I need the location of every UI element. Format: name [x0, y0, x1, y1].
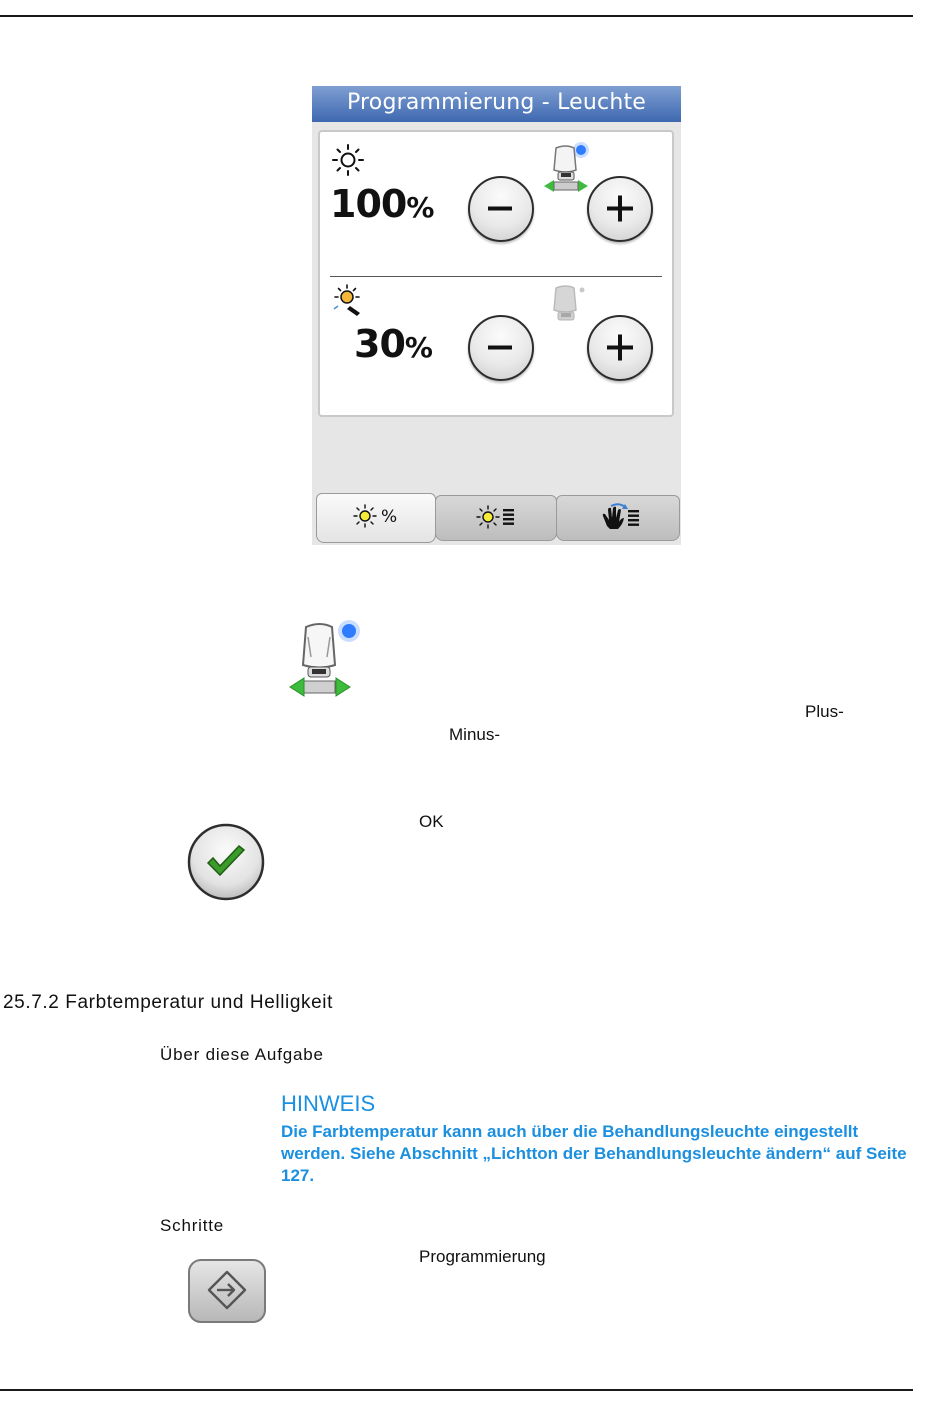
row-divider	[330, 276, 662, 277]
tab-gesture-list[interactable]	[556, 495, 680, 541]
sun-icon	[330, 142, 366, 178]
bottom-rule	[0, 1389, 913, 1391]
programming-label: Programmierung	[419, 1247, 546, 1266]
screen-title: Programmierung - Leuchte	[312, 86, 681, 122]
lamp-active-icon	[542, 142, 594, 200]
colortemp-minus-button[interactable]	[468, 315, 534, 381]
sun-wand-icon	[330, 282, 366, 318]
brightness-plus-button[interactable]	[587, 176, 653, 242]
light-programming-screen	[312, 86, 681, 545]
about-task-heading: Über diese Aufgabe	[160, 1045, 324, 1064]
sun-percent-icon	[317, 494, 437, 544]
tab-brightness-label: %	[381, 507, 398, 527]
minus-icon	[470, 178, 532, 240]
settings-panel	[318, 130, 674, 417]
tab-brightness-percent[interactable]	[316, 493, 436, 543]
note-title: HINWEIS	[281, 1091, 376, 1116]
sun-list-icon	[436, 496, 558, 542]
hand-list-icon	[557, 496, 681, 542]
plus-icon	[589, 178, 651, 240]
minus-icon	[470, 317, 532, 379]
tab-bar	[312, 489, 681, 545]
colortemp-plus-button[interactable]	[587, 315, 653, 381]
plus-icon	[589, 317, 651, 379]
top-rule	[0, 15, 913, 17]
brightness-value: 100%	[330, 182, 434, 226]
steps-heading: Schritte	[160, 1216, 225, 1235]
lamp-active-icon	[286, 615, 366, 705]
programming-button[interactable]	[187, 1258, 267, 1324]
colortemp-value: 30%	[354, 322, 432, 366]
tab-brightness-list[interactable]	[435, 495, 557, 541]
section-heading: 25.7.2 Farbtemperatur und Helligkeit	[3, 992, 333, 1013]
note-text: Die Farbtemperatur kann auch über die Behandlungsleuchte eingestellt werden. Siehe Abschnitt „Lichtton der Behandlungsleuchte ändern“ auf Seite 127.	[281, 1122, 907, 1185]
plus-label: Plus-	[805, 702, 844, 721]
minus-label: Minus-	[449, 725, 501, 744]
brightness-minus-button[interactable]	[468, 176, 534, 242]
lamp-inactive-icon	[542, 282, 594, 334]
ok-button[interactable]	[186, 822, 266, 902]
ok-label: OK	[419, 812, 444, 831]
